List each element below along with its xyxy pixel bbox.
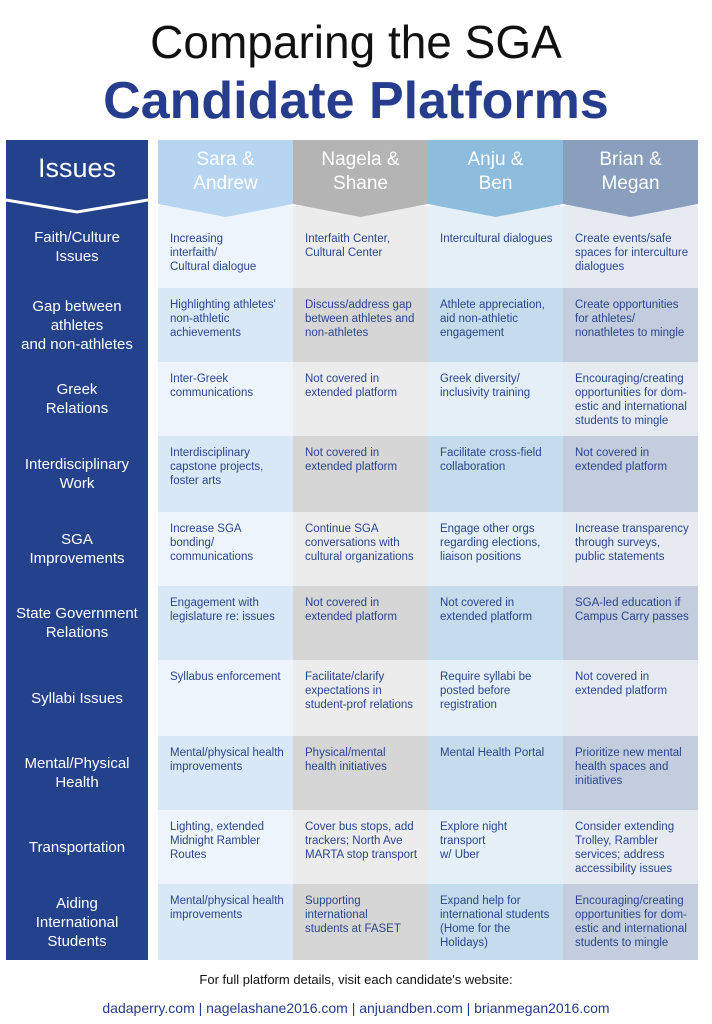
platform-cell: Prioritize new mental health spaces and initiatives xyxy=(563,736,698,810)
issue-label: Syllabi Issues xyxy=(31,689,123,707)
platform-cell: Increasing interfaith/ Cultural dialogue xyxy=(158,206,293,288)
issue-label: Interdisciplinary Work xyxy=(24,456,130,492)
issue-label: Aiding International Students xyxy=(35,894,119,950)
header-chevron-icon xyxy=(428,202,563,218)
platform-cell: SGA-led education if Campus Carry passes xyxy=(563,586,698,660)
platform-cell: Create events/safe spaces for interculture dialogues xyxy=(563,206,698,288)
platform-cell: Encouraging/creating opportunities for dom- estic and international students to mingle xyxy=(563,362,698,436)
platform-cell: Inter-Greek communications xyxy=(158,362,293,436)
issue-label: State Government Relations xyxy=(16,605,138,641)
title-line-2: Candidate Platforms xyxy=(103,72,609,130)
platform-cell: Expand help for international students (Home for the Holidays) xyxy=(428,884,563,960)
platform-cell: Create opportunities for athletes/ nonathletes to mingle xyxy=(563,288,698,362)
platform-cell: Interfaith Center, Cultural Center xyxy=(293,206,428,288)
header-chevron-icon xyxy=(158,202,293,218)
candidate-column xyxy=(158,140,293,960)
candidate-header: Anju & Ben xyxy=(428,140,563,204)
candidate-header: Sara & Andrew xyxy=(158,140,293,204)
issue-label: Greek Relations xyxy=(45,381,109,417)
platform-cell: Increase transparency through surveys, public statements xyxy=(563,512,698,586)
platform-cell: Cover bus stops, add trackers; North Ave MARTA stop transport xyxy=(293,810,428,884)
platform-cell: Engagement with legislature re: issues xyxy=(158,586,293,660)
platform-cell: Syllabus enforcement xyxy=(158,660,293,736)
footer-note: For full platform details, visit each candidate's website: xyxy=(199,972,513,987)
platform-cell: Lighting, extended Midnight Rambler Routes xyxy=(158,810,293,884)
candidate-column xyxy=(293,140,428,960)
issue-label: SGA Improvements xyxy=(29,531,125,567)
platform-cell: Consider extending Trolley, Rambler services; address accessibility issues xyxy=(563,810,698,884)
platform-cell: Engage other orgs regarding elections, liaison positions xyxy=(428,512,563,586)
candidate-header: Nagela & Shane xyxy=(293,140,428,204)
platform-cell: Discuss/address gap between athletes and non-athletes xyxy=(293,288,428,362)
footer-links: dadaperry.com | nagelashane2016.com | anjuandben.com | brianmegan2016.com xyxy=(102,1000,610,1016)
platform-cell: Not covered in extended platform xyxy=(563,660,698,736)
platform-cell: Greek diversity/ inclusivity training xyxy=(428,362,563,436)
platform-cell: Encouraging/creating opportunities for dom- estic and international students to mingle xyxy=(563,884,698,960)
issues-header: Issues xyxy=(37,153,117,183)
issue-label: Mental/Physical Health xyxy=(24,755,130,791)
platform-cell: Not covered in extended platform xyxy=(293,586,428,660)
candidate-column xyxy=(428,140,563,960)
platform-cell: Not covered in extended platform xyxy=(293,436,428,512)
header-chevron-icon xyxy=(293,202,428,218)
platform-cell: Physical/mental health initiatives xyxy=(293,736,428,810)
issue-label: Faith/Culture Issues xyxy=(34,229,120,265)
platform-cell: Supporting international students at FASET xyxy=(293,884,428,960)
title-line-1: Comparing the SGA xyxy=(150,16,562,68)
issue-label: Gap between athletes and non-athletes xyxy=(21,297,133,353)
platform-cell: Facilitate cross-field collaboration xyxy=(428,436,563,512)
platform-cell: Not covered in extended platform xyxy=(563,436,698,512)
platform-cell: Athlete appreciation, aid non-athletic engagement xyxy=(428,288,563,362)
platform-cell: Mental/physical health improvements xyxy=(158,884,293,960)
platform-cell: Intercultural dialogues xyxy=(428,206,563,288)
platform-cell: Facilitate/clarify expectations in student-prof relations xyxy=(293,660,428,736)
issues-column xyxy=(6,140,148,960)
platform-cell: Mental/physical health improvements xyxy=(158,736,293,810)
platform-cell: Increase SGA bonding/ communications xyxy=(158,512,293,586)
platform-cell: Require syllabi be posted before registration xyxy=(428,660,563,736)
candidate-column xyxy=(563,140,698,960)
platform-cell: Not covered in extended platform xyxy=(293,362,428,436)
issue-label: Transportation xyxy=(28,838,126,856)
candidate-header: Brian & Megan xyxy=(563,140,698,204)
header-chevron-icon xyxy=(563,202,698,218)
platform-cell: Explore night transport w/ Uber xyxy=(428,810,563,884)
platform-cell: Highlighting athletes' non-athletic achievements xyxy=(158,288,293,362)
platform-cell: Continue SGA conversations with cultural organizations xyxy=(293,512,428,586)
platform-cell: Mental Health Portal xyxy=(428,736,563,810)
platform-cell: Interdisciplinary capstone projects, foster arts xyxy=(158,436,293,512)
platform-cell: Not covered in extended platform xyxy=(428,586,563,660)
